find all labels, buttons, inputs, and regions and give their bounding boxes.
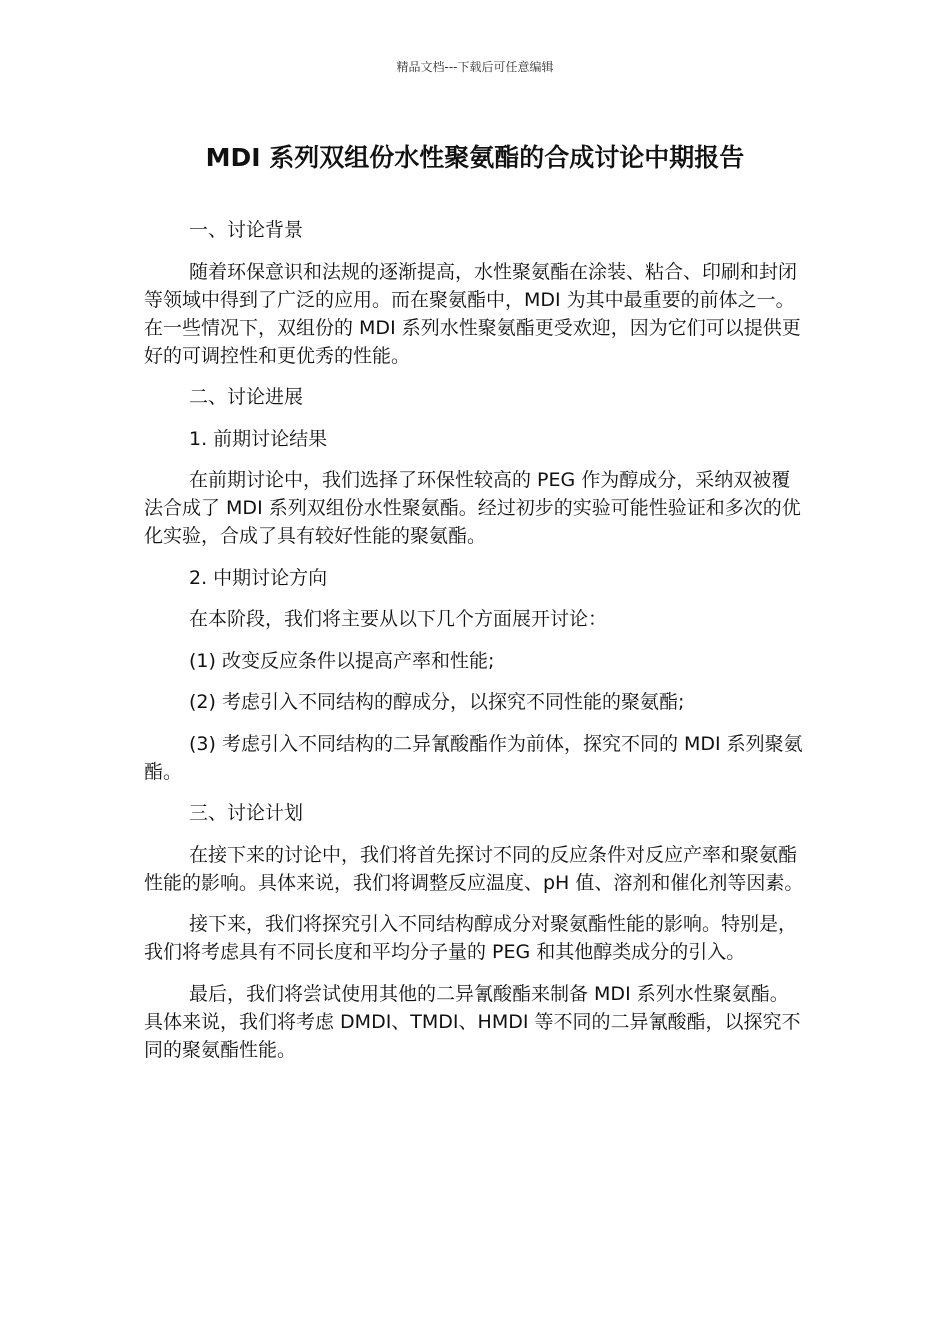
paragraph-plan-1: 在接下来的讨论中，我们将首先探讨不同的反应条件对反应产率和聚氨酯性能的影响。具体来说，我们将调整反应温度、pH 值、溶剂和催化剂等因素。: [144, 843, 804, 894]
section-heading-progress: 二、讨论进展: [189, 386, 304, 408]
document-title: MDI 系列双组份水性聚氨酯的合成讨论中期报告: [205, 143, 745, 172]
document-body: [144, 216, 804, 1077]
subheading-early-results: 1. 前期讨论结果: [189, 427, 328, 450]
header-note: 精品文档---下载后可任意编辑: [396, 60, 554, 74]
section-heading-background: 一、讨论背景: [189, 219, 304, 241]
paragraph-background: 随着环保意识和法规的逐渐提高，水性聚氨酯在涂装、粘合、印刷和封闭等领域中得到了广泛的应用。而在聚氨酯中，MDI 为其中最重要的前体之一。在一些情况下，双组份的 MDI 系列水性聚氨酯更受欢迎，因为它们可以提供更好的可调控性和更优秀的性能。: [144, 260, 801, 367]
list-item-1: (1) 改变反应条件以提高产率和性能;: [189, 649, 495, 672]
list-item-3: (3) 考虑引入不同结构的二异氰酸酯作为前体，探究不同的 MDI 系列聚氨酯。: [144, 732, 803, 783]
paragraph-early-results: 在前期讨论中，我们选择了环保性较高的 PEG 作为醇成分，采纳双被覆法合成了 MDI 系列双组份水性聚氨酯。经过初步的实验可能性验证和多次的优化实验，合成了具有较好性能的聚氨酯。: [144, 469, 801, 547]
list-item-2: (2) 考虑引入不同结构的醇成分，以探究不同性能的聚氨酯;: [189, 691, 685, 713]
paragraph-plan-3: 最后，我们将尝试使用其他的二异氰酸酯来制备 MDI 系列水性聚氨酯。具体来说，我们将考虑 DMDI、TMDI、HMDI 等不同的二异氰酸酯，以探究不同的聚氨酯性能。: [144, 982, 801, 1061]
subheading-mid-direction: 2. 中期讨论方向: [189, 566, 328, 589]
paragraph-mid-direction-intro: 在本阶段，我们将主要从以下几个方面展开讨论：: [189, 608, 608, 630]
paragraph-plan-2: 接下来，我们将探究引入不同结构醇成分对聚氨酯性能的影响。特别是，我们将考虑具有不同长度和平均分子量的 PEG 和其他醇类成分的引入。: [144, 913, 798, 963]
section-heading-plan: 三、讨论计划: [189, 802, 304, 824]
